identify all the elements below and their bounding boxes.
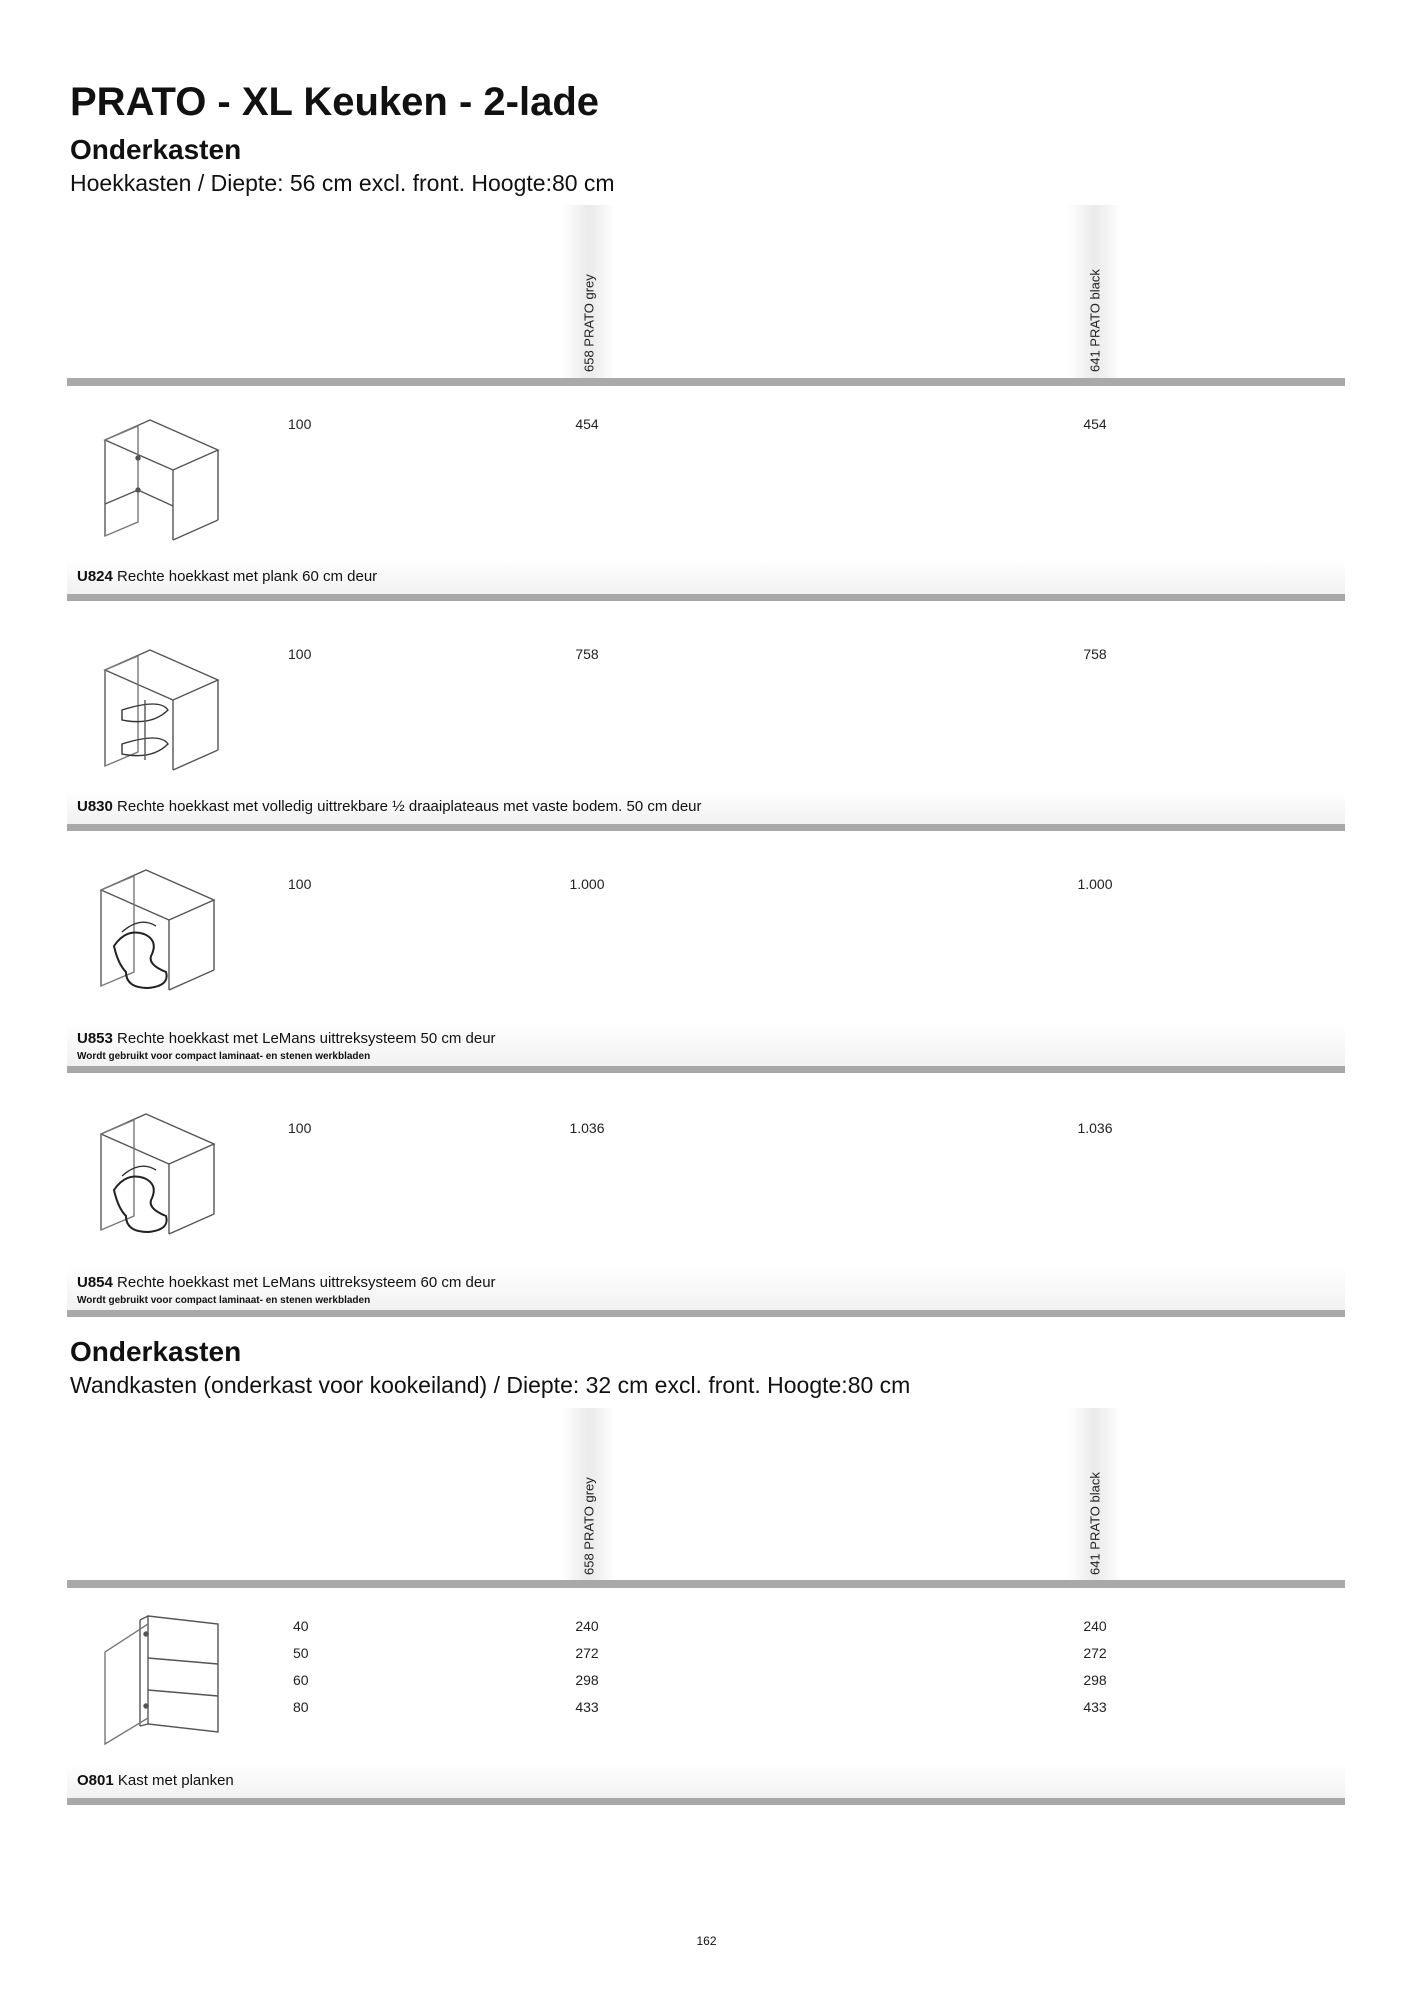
width-value: 100: [288, 416, 312, 432]
product-row-o801: [67, 1764, 1345, 1805]
price-grey: 1.000: [569, 876, 605, 892]
width-value: 60: [293, 1672, 309, 1688]
section-subheading-1: Hoekkasten / Diepte: 56 cm excl. front. Hoogte:80 cm: [70, 170, 615, 196]
header-divider: [67, 1580, 1345, 1588]
product-name: Rechte hoekkast met plank 60 cm deur: [117, 568, 378, 585]
product-label: [77, 568, 377, 585]
column-header-grey: 658 PRATO grey: [562, 205, 616, 380]
product-label: [77, 1030, 496, 1047]
product-name: Kast met planken: [117, 1772, 234, 1789]
corner-cabinet-lemans-icon: [96, 868, 221, 1008]
price-grey: 240: [575, 1618, 599, 1634]
section-heading-1: Onderkasten: [70, 134, 242, 165]
width-value: 80: [293, 1699, 309, 1715]
corner-cabinet-shelf-icon: [100, 418, 225, 548]
column-header-grey: 658 PRATO grey: [562, 1408, 616, 1583]
price-black: 272: [1083, 1645, 1107, 1661]
price-black: 454: [1083, 416, 1107, 432]
product-name: Rechte hoekkast met LeMans uittreksysteem 60 cm deur: [117, 1274, 496, 1291]
price-grey: 433: [575, 1699, 599, 1715]
product-name: Rechte hoekkast met volledig uittrekbare ½ draaiplateaus met vaste bodem. 50 cm deur: [117, 798, 702, 815]
product-code: O801: [77, 1772, 114, 1789]
width-value: 40: [293, 1618, 309, 1634]
corner-cabinet-carousel-icon: [100, 648, 225, 778]
product-name: Rechte hoekkast met LeMans uittreksysteem 50 cm deur: [117, 1030, 496, 1047]
product-row-u854: [67, 1266, 1345, 1317]
section-subheading-2: Wandkasten (onderkast voor kookeiland) / Diepte: 32 cm excl. front. Hoogte:80 cm: [70, 1372, 911, 1398]
width-value: 50: [293, 1645, 309, 1661]
price-black: 758: [1083, 646, 1107, 662]
product-code: U853: [77, 1030, 113, 1047]
width-value: 100: [288, 1120, 312, 1136]
product-row-u853: [67, 1022, 1345, 1073]
product-row-u824: [67, 560, 1345, 601]
product-label: [77, 1274, 496, 1291]
corner-cabinet-lemans-icon: [96, 1112, 221, 1252]
product-label: [77, 798, 702, 815]
column-header-black: 641 PRATO black: [1068, 205, 1122, 380]
price-grey: 272: [575, 1645, 599, 1661]
width-value: 100: [288, 876, 312, 892]
product-row-u830: [67, 790, 1345, 831]
width-value: 100: [288, 646, 312, 662]
price-black: 433: [1083, 1699, 1107, 1715]
product-code: U854: [77, 1274, 113, 1291]
section-heading-2: Onderkasten: [70, 1336, 242, 1367]
product-code: U830: [77, 798, 113, 815]
price-grey: 758: [575, 646, 599, 662]
price-grey: 1.036: [569, 1120, 605, 1136]
product-note: Wordt gebruikt voor compact laminaat- en stenen werkbladen: [77, 1051, 371, 1062]
page-number: 162: [696, 1934, 717, 1948]
price-black: 1.000: [1077, 876, 1113, 892]
price-black: 1.036: [1077, 1120, 1113, 1136]
price-black: 298: [1083, 1672, 1107, 1688]
price-grey: 298: [575, 1672, 599, 1688]
price-grey: 454: [575, 416, 599, 432]
product-code: U824: [77, 568, 113, 585]
page-title: PRATO - XL Keuken - 2-lade: [70, 80, 600, 124]
header-divider: [67, 378, 1345, 386]
column-header-black: 641 PRATO black: [1068, 1408, 1122, 1583]
price-black: 240: [1083, 1618, 1107, 1634]
product-label: [77, 1772, 234, 1789]
product-note: Wordt gebruikt voor compact laminaat- en stenen werkbladen: [77, 1295, 371, 1306]
wall-cabinet-shelves-icon: [100, 1614, 225, 1749]
